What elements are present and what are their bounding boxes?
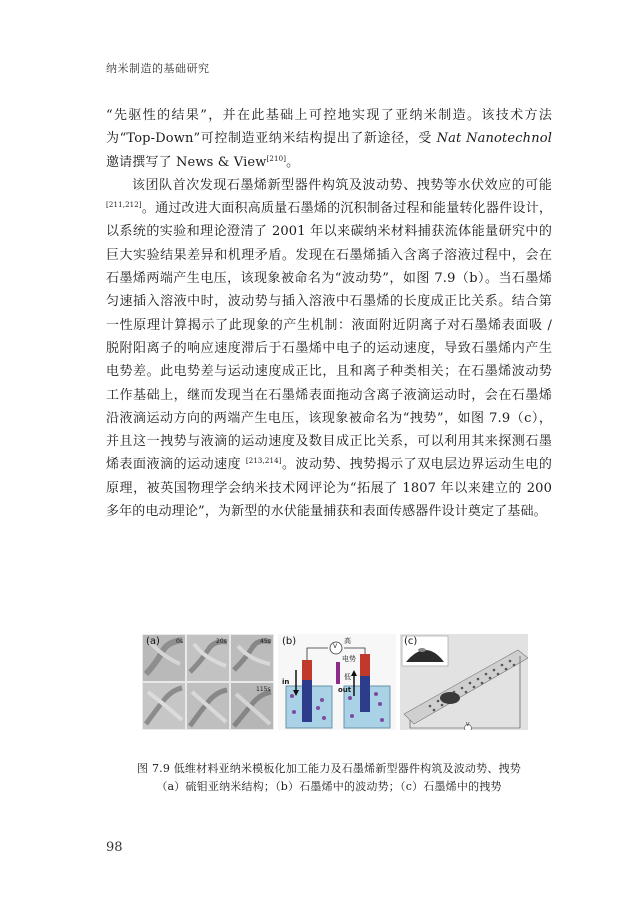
drawing-potential-schematic [400,634,528,730]
potential-gradient-bar [336,662,340,684]
out-label: out [338,686,352,694]
in-label: in [282,678,290,686]
potential-label: 电势 [342,655,356,663]
tem-frame [143,683,185,729]
time-label-3: 45s [260,638,271,645]
panel-a-label: (a) [146,636,160,647]
paragraph-2-text-a: 该团队首次发现石墨烯新型器件构筑及波动势、拽势等水伏效应的可能 [132,177,552,193]
paragraph-1 [106,104,552,174]
running-header: 纳米制造的基础研究 [106,62,210,75]
tem-image-grid [142,634,274,730]
tem-frame [187,683,229,729]
page-number: 98 [106,840,123,855]
body-text [106,104,552,523]
figure-caption-title: 图 7.9 低维材料亚纳米模板化加工能力及石墨烯新型器件构筑及波动势、拽势 [137,762,521,775]
panel-c-label: (c) [404,636,418,647]
citation-210: [210] [266,154,287,163]
journal-name: Nat Nanotechnol [436,131,553,147]
figure-panel-b [278,634,396,730]
paragraph-2 [106,174,552,523]
time-label-6: 115s [256,686,271,693]
paragraph-2-text-c: 。波动势、拽势揭示了双电层边界运动生电的原理，被英国物理学会纳米技术网评论为“拓展了 1807 年以来建立的 200 多年的电动理论”，为新型的水伏能量捕获和表面传感器件设计奠定了基础。 [106,457,552,520]
voltmeter-label-c: V [466,722,470,728]
citation-211-212: [211,212] [106,201,142,210]
paragraph-2-text-b: 。通过改进大面积高质量石墨烯的沉积制备过程和能量转化器件设计，以系统的实验和理论澄清了 2001 年以来碳纳米材料捕获流体能量研究中的巨大实验结果差异和机理矛盾。发现在石墨烯插入含离子溶液过程中，会在石墨烯两端产生电压，该现象被命名为“波动势”，如图 7.9（b）。当石墨烯匀速插入溶液中时，波动势与插入溶液中石墨烯的长度成正比关系。结合第一性原理计算揭示了此现象的产生机制：液面附近阴离子对石墨烯表面吸 / 脱附阳离子的响应速度滞后于石墨烯中电子的运动速度，导致石墨烯内产生电势差。此电势差与运动速度成正比，且和离子种类相关；在石墨烯波动势工作基础上，继而发现当在石墨烯表面拖动含离子液滴运动时，会在石墨烯沿液滴运动方向的两端产生电压，该现象被命名为“拽势”，如图 7.9（c），并且这一拽势与液滴的运动速度及数目成正比关系，可以利用其来探测石墨烯表面液滴的运动速度 [106,201,552,473]
figure-caption-subtitle: （a）硫钼亚纳米结构；（b）石墨烯中的波动势；（c）石墨烯中的拽势 [156,780,502,793]
figure-panel-c [400,634,528,730]
droplet-on-strip [440,692,460,704]
potential-high-label: 高 [344,637,351,645]
figure-7-9 [142,634,528,730]
citation-213-214: [213,214] [245,457,282,466]
voltmeter-label-b: V [333,643,338,650]
paragraph-1-text-a: “先驱性的结果”，并在此基础上可控地实现了亚纳米制造。该技术方法为“Top-Down”可控制造亚纳米结构提出了新途径，受 [106,108,552,147]
panel-b-label: (b) [282,636,297,647]
time-label-1: 0s [176,638,183,645]
potential-low-label: 低 [344,673,351,681]
time-label-2: 20s [216,638,227,645]
paragraph-1-text-c: 。 [286,154,300,170]
figure-panel-a [142,634,274,730]
paragraph-1-text-b: 邀请撰写了 News & View [106,154,267,170]
